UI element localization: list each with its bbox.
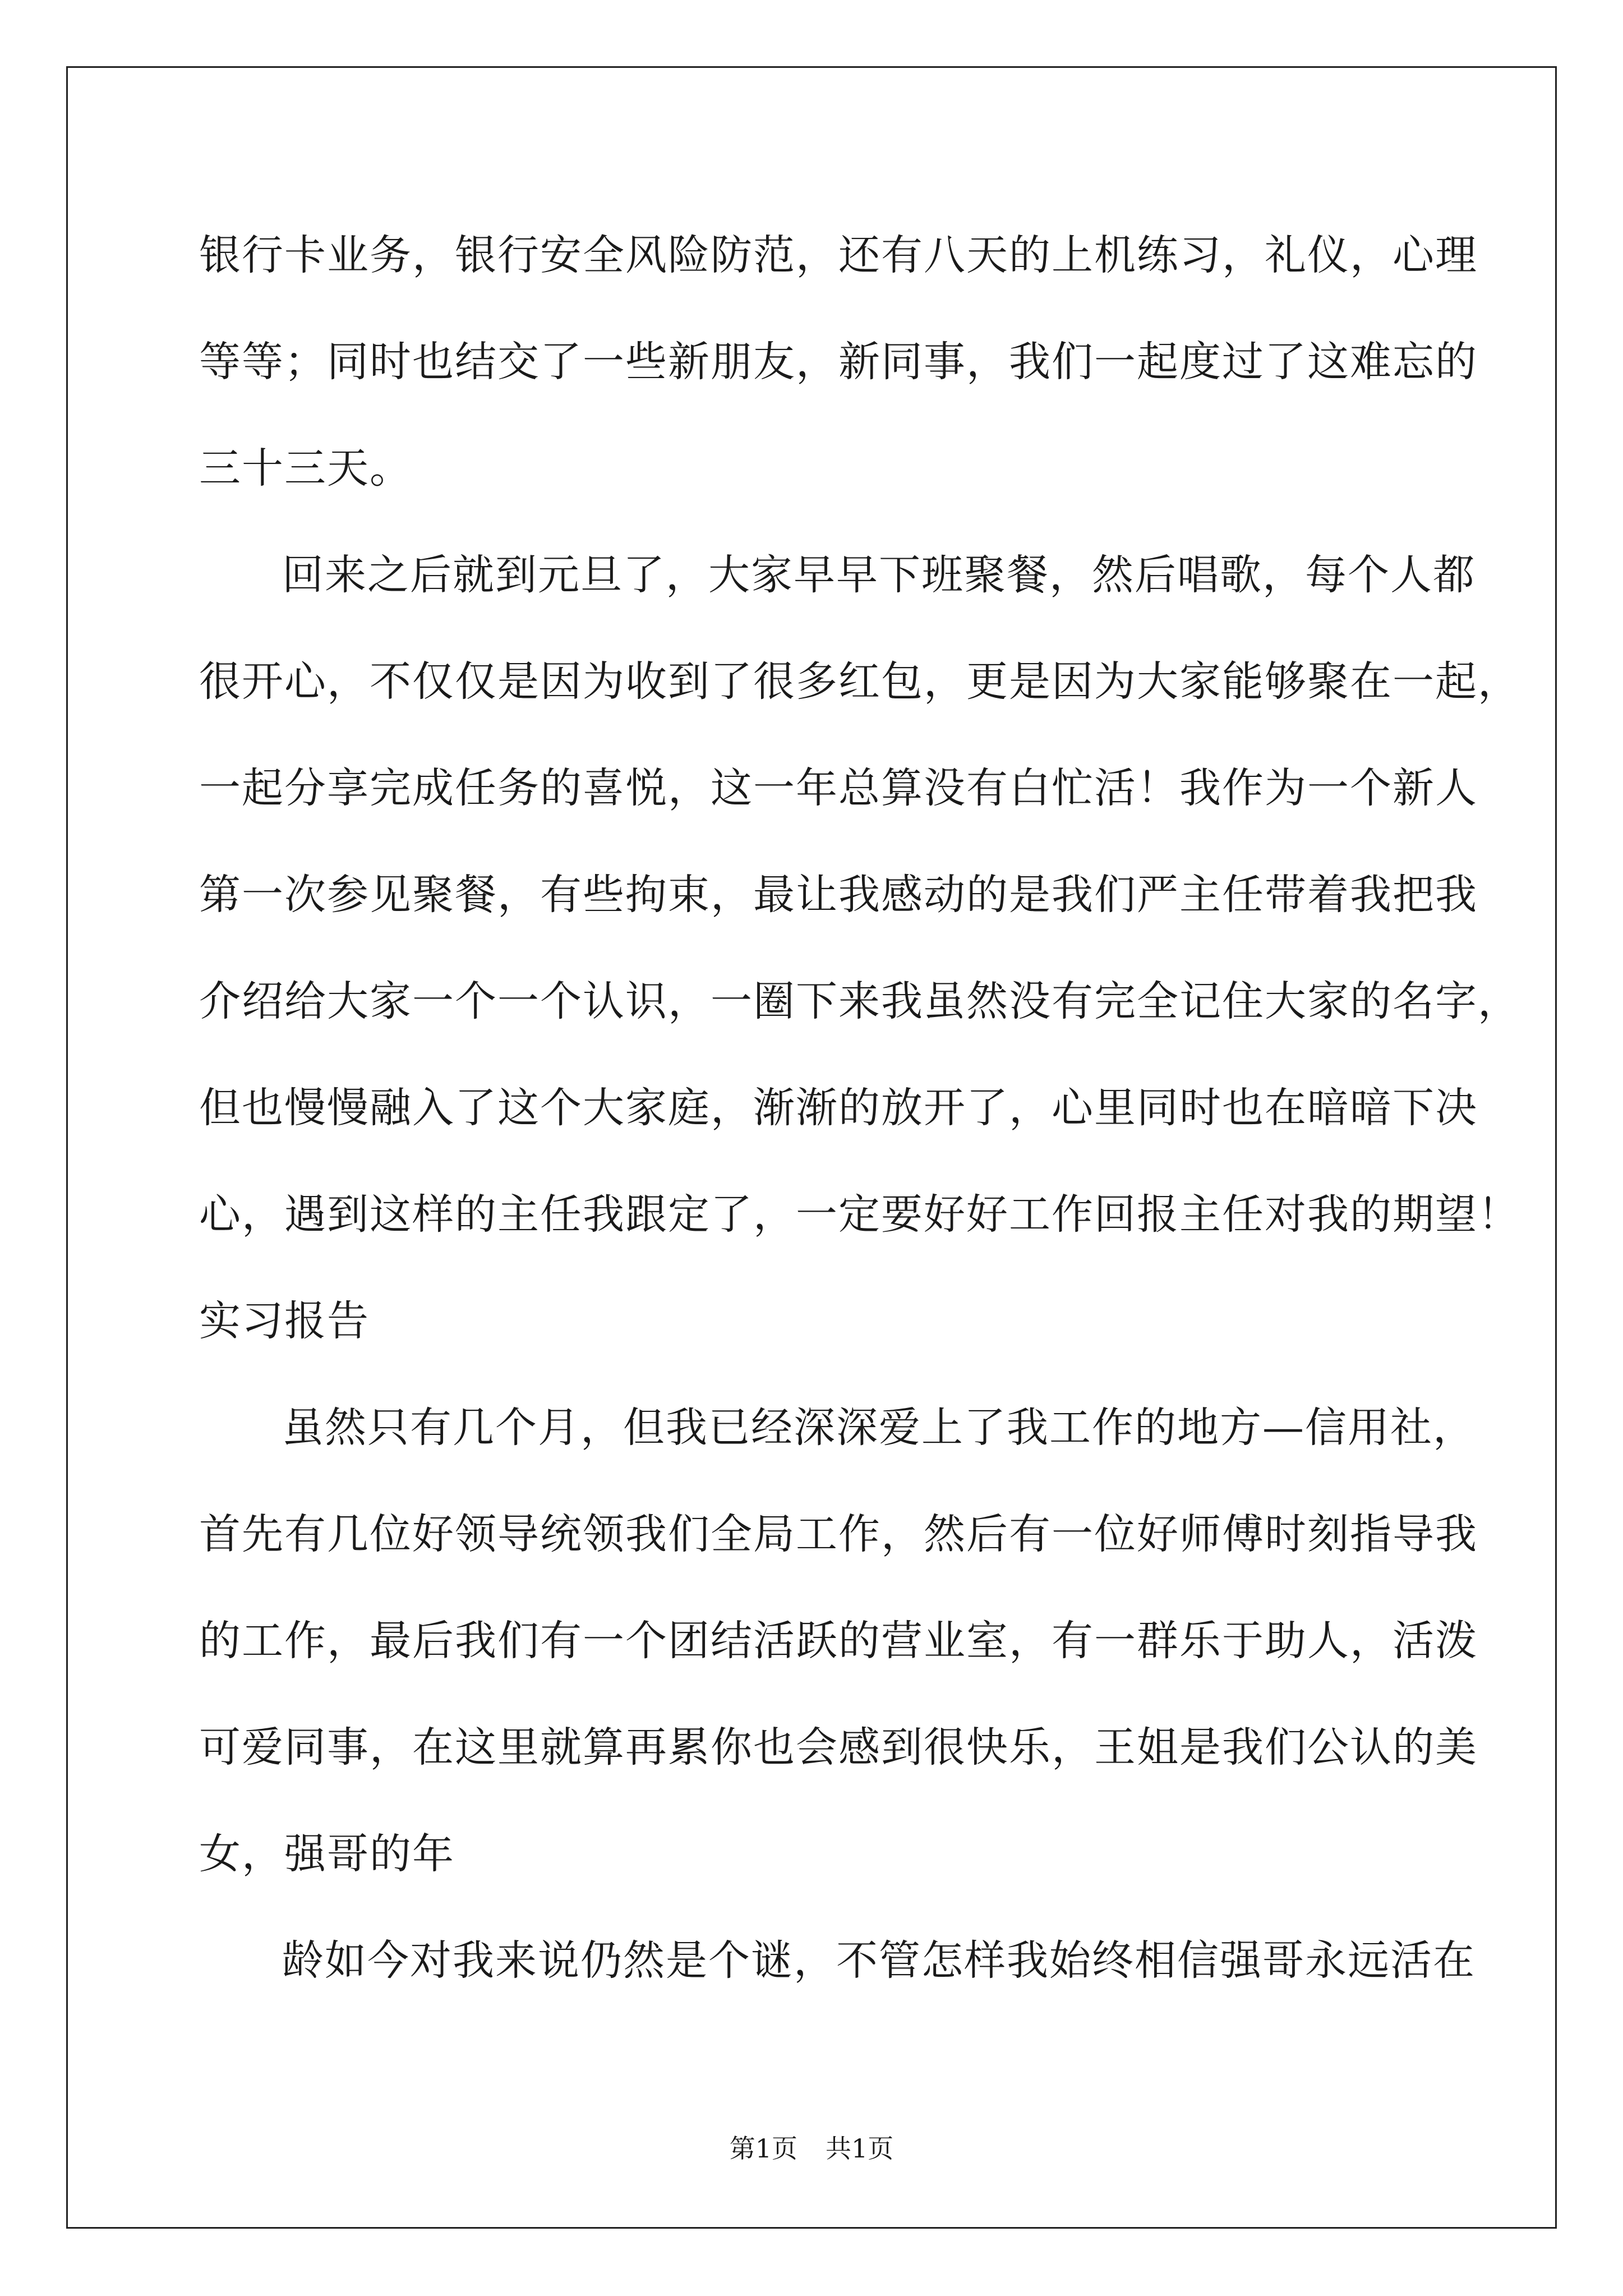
text-line: 龄如今对我来说仍然是个谜，不管怎样我始终相信强哥永远活在 bbox=[282, 1936, 1476, 1985]
text-line: 但也慢慢融入了这个大家庭，渐渐的放开了，心里同时也在暗暗下决 bbox=[199, 1084, 1478, 1132]
text-line: 一起分享完成任务的喜悦，这一年总算没有白忙活！我作为一个新人 bbox=[199, 764, 1478, 812]
text-line: 很开心，不仅仅是因为收到了很多红包，更是因为大家能够聚在一起， bbox=[199, 657, 1520, 706]
text-line: 介绍给大家一个一个认识，一圈下来我虽然没有完全记住大家的名字， bbox=[199, 977, 1520, 1025]
page-total: 共1页 bbox=[826, 2133, 894, 2164]
text-line: 的工作，最后我们有一个团结活跃的营业室，有一群乐于助人，活泼 bbox=[199, 1617, 1478, 1665]
text-line: 三十三天。 bbox=[199, 444, 412, 493]
text-line: 第一次参见聚餐，有些拘束，最让我感动的是我们严主任带着我把我 bbox=[199, 871, 1478, 919]
text-line: 心，遇到这样的主任我跟定了，一定要好好工作回报主任对我的期望！ bbox=[199, 1190, 1520, 1239]
page-number: 第1页 bbox=[729, 2133, 797, 2164]
text-line: 女，强哥的年 bbox=[199, 1830, 455, 1878]
section-heading: 实习报告 bbox=[199, 1297, 370, 1345]
text-line: 首先有几位好领导统领我们全局工作，然后有一位好师傅时刻指导我 bbox=[199, 1510, 1478, 1558]
document-body bbox=[199, 202, 1520, 2014]
text-line: 虽然只有几个月，但我已经深深爱上了我工作的地方—信用社， bbox=[282, 1404, 1476, 1452]
page-footer bbox=[0, 2132, 1623, 2165]
text-line: 等等；同时也结交了一些新朋友，新同事，我们一起度过了这难忘的 bbox=[199, 338, 1478, 386]
text-line: 可爱同事，在这里就算再累你也会感到很快乐，王姐是我们公认的美 bbox=[199, 1723, 1478, 1772]
text-line: 银行卡业务，银行安全风险防范，还有八天的上机练习，礼仪，心理 bbox=[199, 231, 1478, 279]
text-line: 回来之后就到元旦了，大家早早下班聚餐，然后唱歌，每个人都 bbox=[282, 551, 1476, 599]
